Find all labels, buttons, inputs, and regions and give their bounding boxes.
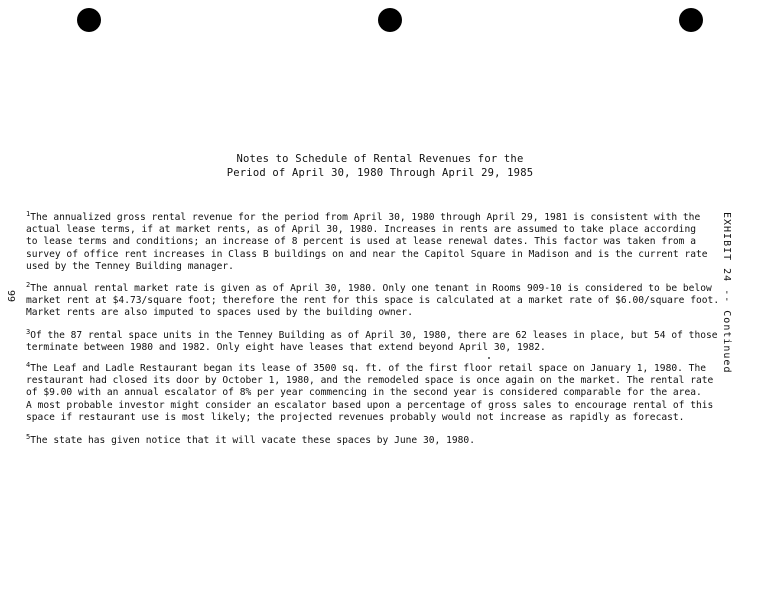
note-3: [26, 330, 716, 354]
note-line: terminate between 1980 and 1982. Only eight have leases that extend beyond April 30, 1982.: [26, 342, 546, 354]
note-line: used by the Tenney Building manager.: [26, 260, 234, 272]
note-line: restaurant had closed its door by October 1, 1980, and the remodeled space is once again on the market. The rental rate: [26, 375, 714, 387]
note-2: [26, 281, 720, 320]
note-marker: 3: [26, 328, 31, 336]
note-line: space if restaurant use is most likely; the projected revenues probably would not increase as rapidly as forecast.: [26, 411, 685, 423]
page-number: 99: [5, 290, 16, 303]
note-text: The annual rental market rate is given as of April 30, 1980. Only one tenant in Rooms 909-10 is considered to be below: [30, 283, 712, 294]
exhibit-label: EXHIBIT 24 -- Continued: [721, 212, 732, 374]
page-title: Notes to Schedule of Rental Revenues for the: [236, 153, 524, 165]
note-line: [26, 330, 716, 342]
note-line: actual lease terms, if at market rents, as of April 30, 1980. Increases in rents are assumed to take place according: [26, 224, 697, 236]
note-line: market rent at $4.73/square foot; therefore the rent for this space is calculated at a market rate of $6.00/square foot.: [26, 295, 720, 307]
stray-mark: [488, 357, 490, 359]
note-line: A most probable investor might consider an escalator based upon a percentage of gross sales to encourage rental of this: [26, 399, 714, 411]
note-marker: 1: [26, 210, 31, 218]
note-line: to lease terms and conditions; an increase of 8 percent is used at lease renewal dates. This factor was taken from a: [26, 236, 697, 248]
note-text: The annualized gross rental revenue for the period from April 30, 1980 through April 29, 1981 is consistent with the: [30, 212, 701, 223]
punch-hole: [378, 8, 402, 32]
note-5: [26, 435, 716, 447]
note-marker: 5: [26, 433, 31, 441]
note-line: [26, 435, 716, 447]
note-text: Of the 87 rental space units in the Tenney Building as of April 30, 1980, there are 62 leases in place, but 54 of those: [30, 330, 718, 341]
note-line: [26, 212, 716, 224]
punch-hole: [679, 8, 703, 32]
note-line: Market rents are also imputed to spaces used by the building owner.: [26, 307, 413, 319]
note-line: [26, 363, 716, 375]
note-text: The Leaf and Ladle Restaurant began its lease of 3500 sq. ft. of the first floor retail space on January 1, 1980. The: [30, 363, 707, 374]
note-line: survey of office rent increases in Class B buildings on and near the Capitol Square in Madison and is the current rate: [26, 248, 708, 260]
page-subtitle: Period of April 30, 1980 Through April 29, 1985: [226, 167, 534, 179]
note-marker: 4: [26, 361, 31, 369]
note-line: [26, 283, 716, 295]
note-line: of $9.00 with an annual escalator of 8% per year commencing in the second year is considered comparable for the area.: [26, 387, 702, 399]
note-marker: 2: [26, 281, 31, 289]
punch-hole: [77, 8, 101, 32]
note-4: [26, 363, 716, 424]
note-text: The state has given notice that it will vacate these spaces by June 30, 1980.: [30, 435, 475, 446]
note-1: [26, 212, 716, 273]
